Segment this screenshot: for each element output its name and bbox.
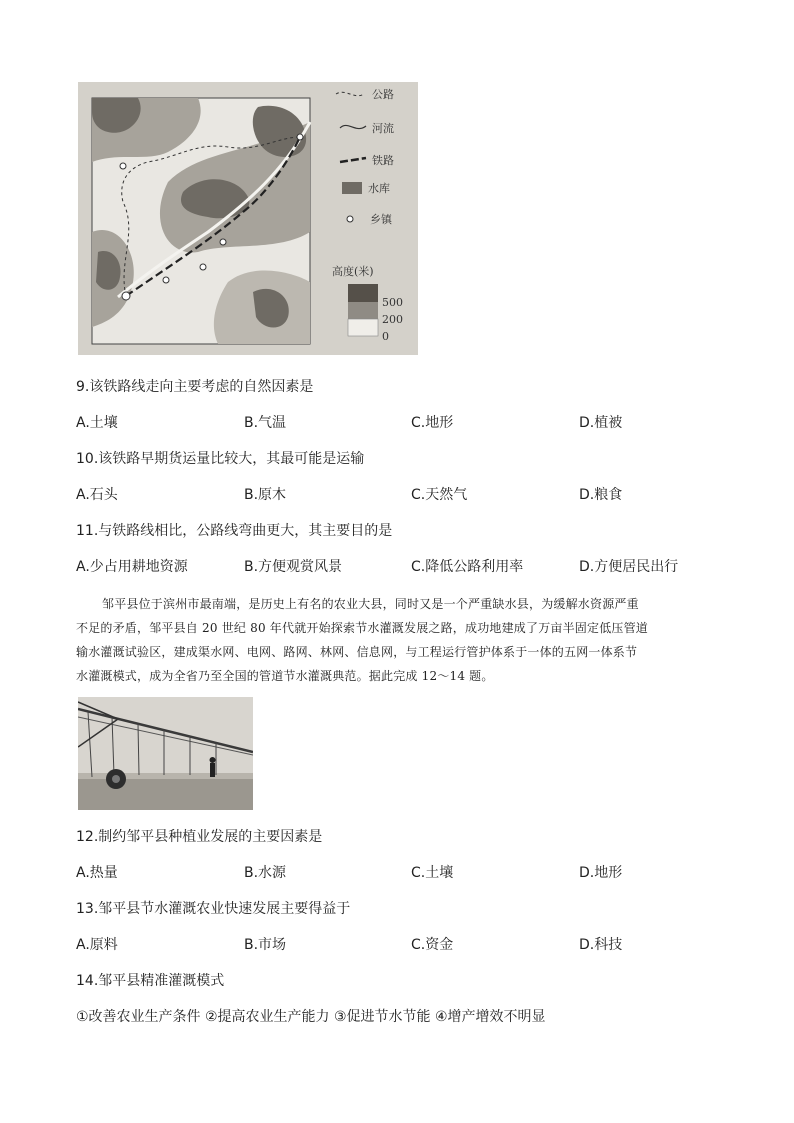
question-10 bbox=[76, 450, 364, 468]
question-number: 11. bbox=[76, 523, 99, 539]
reading-passage bbox=[76, 592, 726, 688]
legend-height-500: 500 bbox=[382, 296, 403, 309]
question-11 bbox=[76, 522, 392, 540]
question-14 bbox=[76, 972, 224, 990]
q10-option-a: A.石头 bbox=[76, 487, 118, 503]
question-text: 制约邹平县种植业发展的主要因素是 bbox=[98, 829, 323, 845]
legend-town-symbol bbox=[347, 216, 353, 222]
q11-option-b: B.方便观赏风景 bbox=[244, 559, 343, 575]
passage-line-4: 水灌溉模式，成为全省乃至全国的管道节水灌溉典范。据此完成 12～14 题。 bbox=[76, 669, 494, 683]
legend-road-label: 公路 bbox=[372, 88, 394, 101]
q12-option-d: D.地形 bbox=[579, 865, 623, 881]
legend-height-0: 0 bbox=[382, 330, 389, 343]
passage-line-1: 邹平县位于滨州市最南端，是历史上有名的农业大县，同时又是一个严重缺水县，为缓解水资源严重 bbox=[102, 597, 639, 611]
irrigation-photo bbox=[78, 697, 253, 810]
question-number: 12. bbox=[76, 829, 99, 845]
q11-option-c: C.降低公路利用率 bbox=[411, 559, 524, 575]
q10-option-d: D.粮食 bbox=[579, 487, 623, 503]
legend-railway-label: 铁路 bbox=[372, 154, 394, 167]
question-9 bbox=[76, 378, 313, 396]
q11-option-d: D.方便居民出行 bbox=[579, 559, 679, 575]
question-text: 邹平县精准灌溉模式 bbox=[98, 973, 225, 989]
question-text: 该铁路线走向主要考虑的自然因素是 bbox=[89, 379, 314, 395]
q13-option-d: D.科技 bbox=[579, 937, 623, 953]
q12-option-c: C.土壤 bbox=[411, 865, 454, 881]
question-12 bbox=[76, 828, 322, 846]
q12-option-b: B.水源 bbox=[244, 865, 287, 881]
q12-option-a: A.热量 bbox=[76, 865, 118, 881]
q14-statements: ①改善农业生产条件 ②提高农业生产能力 ③促进节水节能 ④增产增效不明显 bbox=[76, 1009, 546, 1025]
photo-svg bbox=[78, 697, 253, 810]
q10-option-b: B.原木 bbox=[244, 487, 287, 503]
legend-height-200: 200 bbox=[382, 313, 403, 326]
q9-option-d: D.植被 bbox=[579, 415, 623, 431]
q10-option-c: C.天然气 bbox=[411, 487, 468, 503]
question-13 bbox=[76, 900, 350, 918]
q13-option-b: B.市场 bbox=[244, 937, 287, 953]
question-text: 与铁路线相比，公路线弯曲更大，其主要目的是 bbox=[98, 523, 393, 539]
question-number: 13. bbox=[76, 901, 99, 917]
q13-option-c: C.资金 bbox=[411, 937, 454, 953]
legend-reservoir-label: 水库 bbox=[368, 182, 390, 195]
legend-river-label: 河流 bbox=[372, 122, 394, 135]
q9-option-c: C.地形 bbox=[411, 415, 454, 431]
question-number: 9. bbox=[76, 379, 90, 395]
question-number: 14. bbox=[76, 973, 99, 989]
q11-option-a: A.少占用耕地资源 bbox=[76, 559, 188, 575]
q9-option-b: B.气温 bbox=[244, 415, 287, 431]
q13-option-a: A.原料 bbox=[76, 937, 118, 953]
legend-reservoir-swatch bbox=[342, 182, 362, 194]
question-text: 该铁路早期货运量比较大，其最可能是运输 bbox=[98, 451, 365, 467]
question-number: 10. bbox=[76, 451, 99, 467]
passage-line-2: 不足的矛盾，邹平县自 20 世纪 80 年代就开始探索节水灌溉发展之路，成功地建成了万亩半固定低压管道 bbox=[76, 621, 649, 635]
topographic-map-figure bbox=[78, 82, 418, 355]
question-text: 邹平县节水灌溉农业快速发展主要得益于 bbox=[98, 901, 351, 917]
legend-town-label: 乡镇 bbox=[370, 213, 392, 226]
map-area bbox=[92, 98, 310, 344]
map-svg bbox=[78, 82, 418, 355]
q9-option-a: A.土壤 bbox=[76, 415, 118, 431]
passage-line-3: 输水灌溉试验区，建成渠水网、电网、路网、林网、信息网，与工程运行管护体系于一体的五网一体系节 bbox=[76, 645, 638, 659]
legend-height-title: 高度(米) bbox=[332, 265, 374, 278]
